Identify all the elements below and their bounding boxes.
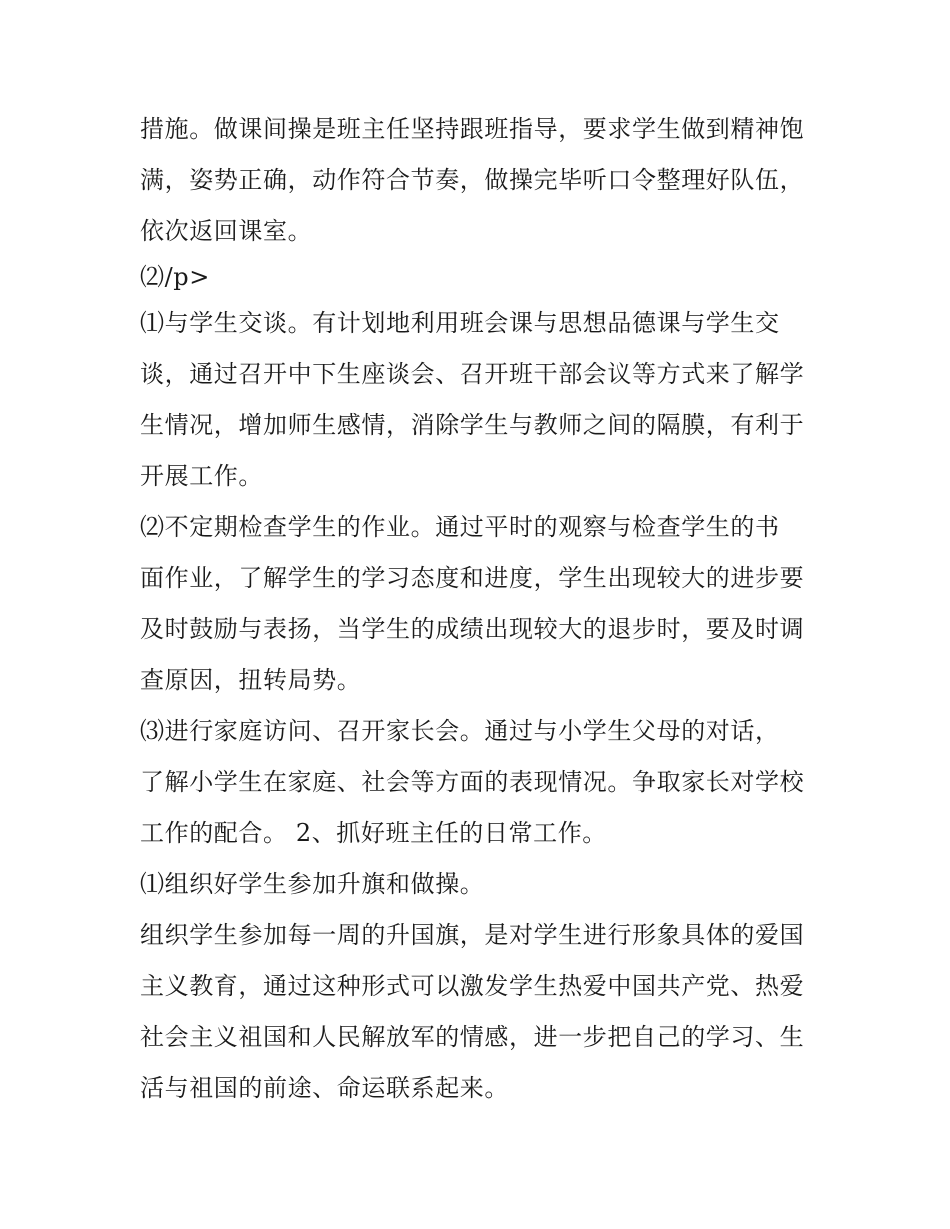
text-line: ⑶进行家庭访问、召开家长会。通过与小学生父母的对话，: [140, 717, 780, 745]
text-line: 面作业，了解学生的学习态度和进度，学生出现较大的进步要: [140, 564, 805, 592]
text-line: 及时鼓励与表扬，当学生的成绩出现较大的退步时，要及时调: [140, 615, 805, 643]
text-line: 满，姿势正确，动作符合节奏，做操完毕听口令整理好队伍，: [140, 166, 805, 194]
text-line: 组织学生参加每一周的升国旗，是对学生进行形象具体的爱国: [140, 921, 805, 949]
text-line: 查原因，扭转局势。: [140, 666, 362, 694]
text-line: 依次返回课室。: [140, 217, 313, 245]
text-line: 开展工作。: [140, 462, 263, 490]
text-line: 措施。做课间操是班主任坚持跟班指导，要求学生做到精神饱: [140, 115, 805, 143]
text-line: ⑴与学生交谈。有计划地利用班会课与思想品德课与学生交: [140, 309, 780, 337]
text-line: ⑵不定期检查学生的作业。通过平时的观察与检查学生的书: [140, 513, 780, 541]
text-line: 谈，通过召开中下生座谈会、召开班干部会议等方式来了解学: [140, 360, 805, 388]
text-line: 社会主义祖国和人民解放军的情感，进一步把自己的学习、生: [140, 1023, 805, 1051]
text-line: 主义教育，通过这种形式可以激发学生热爱中国共产党、热爱: [140, 972, 805, 1000]
document-body: [140, 104, 820, 1114]
text-line: 生情况，增加师生感情，消除学生与教师之间的隔膜，有利于: [140, 411, 805, 439]
text-line: 活与祖国的前途、命运联系起来。: [140, 1074, 509, 1102]
text-line: ⑵/p>: [140, 263, 210, 291]
text-line: ⑴组织好学生参加升旗和做操。: [140, 870, 485, 898]
text-line: 了解小学生在家庭、社会等方面的表现情况。争取家长对学校: [140, 768, 805, 796]
text-line: 工作的配合。 2、抓好班主任的日常工作。: [140, 819, 607, 847]
